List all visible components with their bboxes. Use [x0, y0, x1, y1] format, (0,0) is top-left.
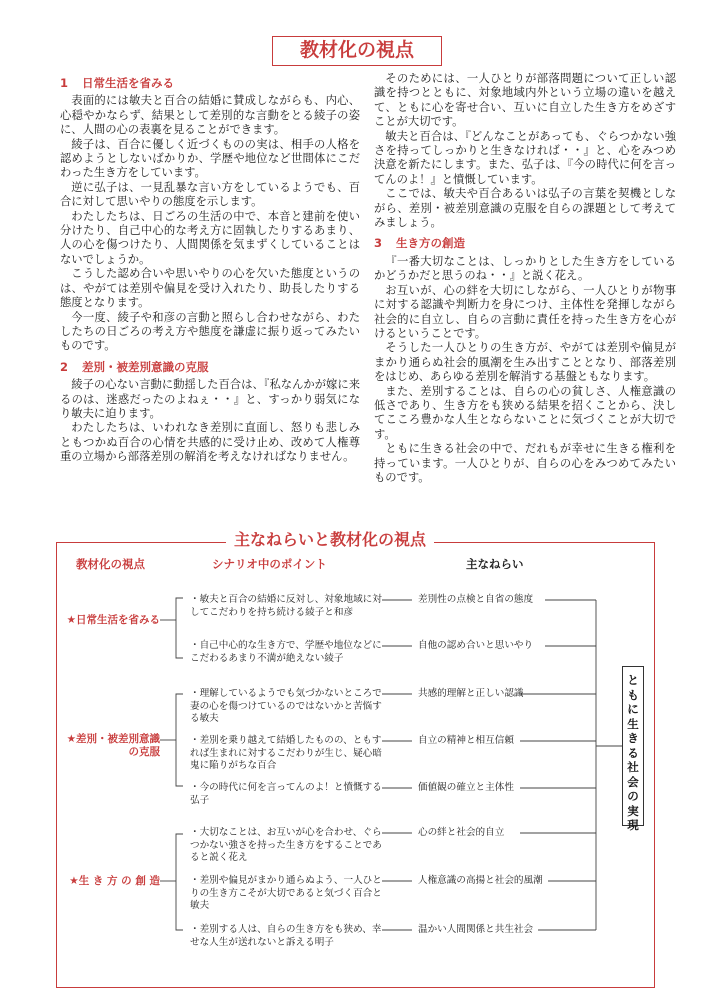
scenario-point: ・理解しているようでも気づかないところで妻の心を傷つけているのではないかと苦悩する敏夫 — [190, 688, 382, 724]
paragraph: お互いが、心の絆を大切にしながら、一人ひとりが物事に対する認識や判断力を身につけ、主体性を発揮しながら社会的に自立し、自らの言動に責任を持った生き方を心がけるということです。 — [374, 283, 676, 340]
aim-item: 差別性の点検と自省の態度 — [418, 594, 534, 605]
paragraph: ともに生きる社会の中で、だれもが幸せに生きる権利を持っています。一人ひとりが、自らの心をみつめてみたいものです。 — [374, 442, 676, 484]
paragraph: そうした一人ひとりの生き方が、やがては差別や偏見がまかり通らぬ社会的風潮を生み出すこととなり、部落差別をはじめ、あらゆる差別を解消する基盤ともなります。 — [374, 341, 676, 384]
aim-item: 人権意識の高揚と社会的風潮 — [418, 875, 543, 886]
section-heading: 3 生き方の創造 — [374, 236, 465, 251]
viewpoint-creating-way-of-life: ★生 き 方 の 創 造 — [69, 875, 160, 887]
paragraph: 逆に弘子は、一見乱暴な言い方をしているようでも、百合に対して思いやりの態度を示します。 — [60, 180, 360, 209]
viewpoint-daily-life: ★日常生活を省みる — [66, 614, 160, 626]
diagram-title: 主なねらいと教材化の視点 — [226, 528, 434, 552]
goal-box — [622, 666, 644, 832]
paragraph: そのためには、一人ひとりが部落問題について正しい認識を持つとともに、対象地域内外という立場の違いを越えて、ともに心を寄せ合い、互いに自立した生き方をめざすことが大切です。 — [374, 72, 676, 129]
aim-item: 心の絆と社会的自立 — [418, 827, 505, 838]
paragraph: また、差別することは、自らの心の貧しさ、人権意識の低さであり、生き方をも狭める結果を招くことから、決してこころ豊かな人生とならないことに気づくことが大切です。 — [374, 384, 676, 441]
aim-item: 共感的理解と正しい認識 — [418, 688, 524, 699]
paragraph: 今一度、綾子や和彦の言動と照らし合わせながら、わたしたちの日ごろの考え方や態度を謙虚に振り返ってみたいものです。 — [60, 310, 360, 353]
header-viewpoint: 教材化の視点 — [76, 557, 145, 571]
scenario-point: ・差別する人は、自らの生き方をも狭め、幸せな人生が送れないと訴える明子 — [190, 924, 382, 948]
scenario-point: ・大切なことは、お互いが心を合わせ、ぐらつかない強さを持った生き方をすることであると説く花え — [190, 827, 382, 863]
paragraph: わたしたちは、いわれなき差別に直面し、怒りも悲しみともつかぬ百合の心情を共感的に受け止め、改めて人権尊重の立場から部落差別の解消を考えなければなりません。 — [60, 421, 360, 464]
header-points: シナリオ中のポイント — [212, 557, 327, 571]
paragraph: 敏夫と百合は、『どんなことがあっても、ぐらつかない強さを持ってしっかりと生きなければ・・』と、心をみつめ決意を新たにします。また、弘子は、『今の時代に何を言ってんのよ！』と憤慨しています。 — [374, 129, 676, 186]
page-title: 教材化の視点 — [272, 36, 442, 66]
header-aims: 主なねらい — [466, 557, 524, 571]
viewpoint-overcoming-discrimination: ★差別・被差別意識 の克服 — [66, 733, 160, 758]
paragraph: 表面的には敏夫と百合の結婚に賛成しながらも、内心、心穏やかならず、結果として差別的な言動をとる綾子の姿に、人間の心の表裏を見ることができます。 — [60, 94, 360, 137]
scenario-point: ・自己中心的な生き方で、学歴や地位などにこだわるあまり不満が絶えない綾子 — [190, 640, 382, 664]
aim-item: 価値観の確立と主体性 — [418, 782, 514, 793]
paragraph: わたしたちは、日ごろの生活の中で、本音と建前を使い分けたり、自己中心的な考え方に固執したりするあまり、人の心を傷つけたり、人間関係を気まずくしていることはないでしょうか。 — [60, 209, 360, 266]
paragraph: 『一番大切なことは、しっかりとした生き方をしているかどうかだと思うのね・・』と説く花え。 — [374, 254, 676, 283]
aim-item: 自他の認め合いと思いやり — [418, 640, 534, 651]
scenario-point: ・敏夫と百合の結婚に反対し、対象地域に対してこだわりを持ち続ける綾子と和彦 — [190, 594, 382, 618]
paragraph: ここでは、敏夫や百合あるいは弘子の言葉を契機としながら、差別・被差別意識の克服を自らの課題として考えてみましょう。 — [374, 187, 676, 230]
scenario-point: ・差別を乗り越えて結婚したものの、ともすれば生まれに対するこだわりが生じ、疑心暗鬼に陥りがちな百合 — [190, 735, 382, 771]
paragraph: 綾子は、百合に優しく近づくものの実は、相手の人格を認めようとしないばかりか、学歴や地位など世間体にこだわった生き方をしています。 — [60, 137, 360, 180]
aim-item: 温かい人間関係と共生社会 — [418, 924, 534, 935]
paragraph: こうした認め合いや思いやりの心を欠いた態度というのは、やがては差別や偏見を受け入れたり、助長したりする態度となります。 — [60, 267, 360, 310]
section-heading: 1 日常生活を省みる — [60, 76, 174, 90]
section-heading: 2 差別・被差別意識の克服 — [60, 359, 209, 374]
paragraph: 綾子の心ない言動に動揺した百合は、『私なんかが嫁に来るのは、迷惑だったのよねぇ・・』と、すっかり弱気になり敏夫に迫ります。 — [60, 378, 360, 420]
aim-item: 自立の精神と相互信頼 — [418, 735, 514, 746]
goal-text: と も に 生 き る 社 会 の 実 現 — [627, 673, 639, 832]
scenario-point: ・差別や偏見がまかり通らぬよう、一人ひとりの生き方こそが大切であると気づく百合と敏夫 — [190, 875, 382, 911]
scenario-point: ・今の時代に何を言ってんのよ！と憤慨する弘子 — [190, 782, 382, 806]
